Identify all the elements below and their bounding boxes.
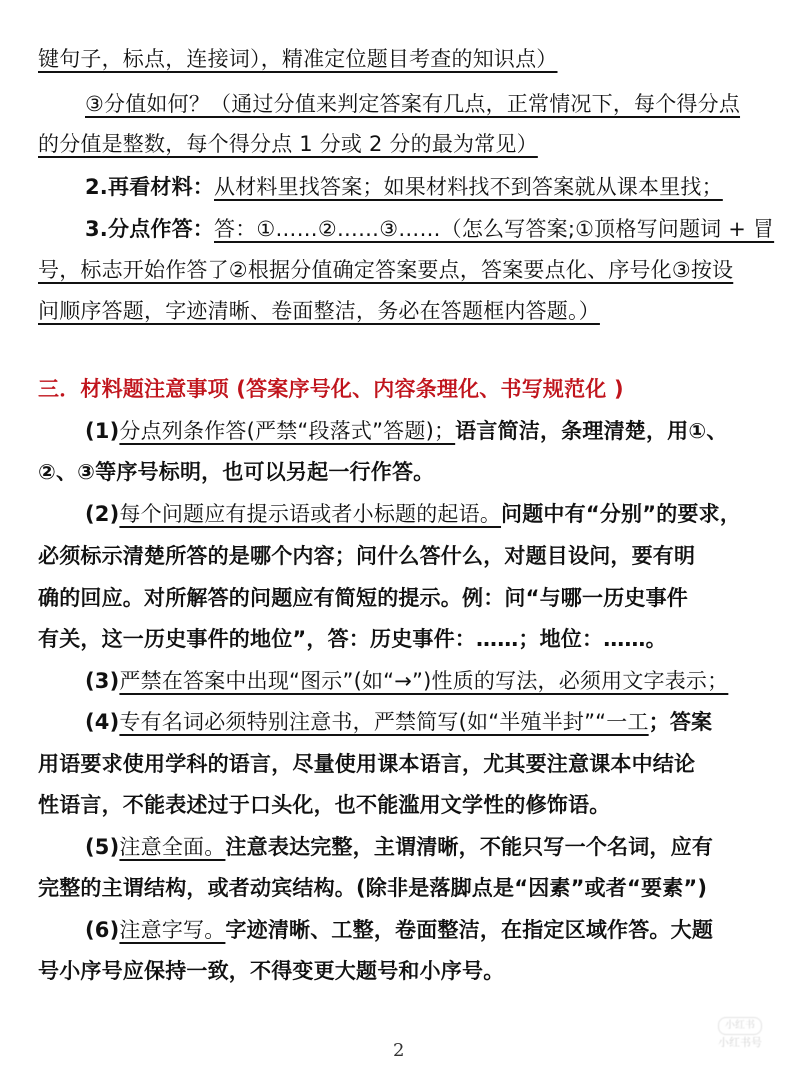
- item-4-line-1: [85, 707, 712, 737]
- bold-text: 必须标示清楚所答的是哪个内容；问什么答什么，对题目设问，要有明: [38, 544, 696, 568]
- item-1-line-1: [85, 416, 728, 446]
- underlined-text: 专有名词必须特别注意书，严禁简写(如“半殖半封”“一工: [119, 710, 649, 734]
- item-number: (5): [85, 835, 120, 859]
- watermark-logo-icon: 小红书: [718, 1017, 762, 1035]
- text-line: [38, 44, 558, 74]
- watermark: [718, 1017, 762, 1051]
- bold-text: 问题中有“分别”的要求，: [501, 502, 742, 526]
- step-label: 2.再看材料：: [85, 175, 214, 199]
- bold-text: 号小序号应保持一致，不得变更大题号和小序号。: [38, 959, 505, 983]
- item-2-line-4: [38, 624, 667, 654]
- bold-text: 性语言，不能表述过于口头化，也不能滥用文学性的修饰语。: [38, 793, 611, 817]
- bold-text: 确的回应。对所解答的问题应有简短的提示。例：问“与哪一历史事件: [38, 586, 688, 610]
- item-6-line-1: [85, 915, 713, 945]
- page-number: 2: [393, 1040, 405, 1061]
- item-number: (4): [85, 710, 120, 734]
- underlined-text: 分点列条作答(严禁“段落式”答题)；: [119, 419, 456, 443]
- bold-text: 用语要求使用学科的语言，尽量使用课本语言，尤其要注意课本中结论: [38, 752, 696, 776]
- bold-text: 注意表达完整，主谓清晰，不能只写一个名词，应有: [225, 835, 714, 859]
- step-3-line: [85, 214, 774, 244]
- underlined-text: ③分值如何？（通过分值来判定答案有几点，正常情况下，每个得分点: [85, 92, 741, 116]
- item-3-line-1: [85, 666, 728, 696]
- item-2-line-1: [85, 499, 741, 529]
- underlined-text: 的分值是整数，每个得分点 1 分或 2 分的最为常见）: [38, 132, 538, 156]
- item-6-line-2: [38, 956, 504, 986]
- underlined-text: 键句子，标点，连接词），精准定位题目考查的知识点）: [38, 47, 558, 71]
- item-5-line-1: [85, 832, 713, 862]
- bold-text: ；答案: [648, 710, 713, 734]
- underlined-text: 每个问题应有提示语或者小标题的起语。: [119, 502, 502, 526]
- underlined-text: 答：①……②……③……（怎么写答案;①顶格写问题词 + 冒: [214, 217, 775, 241]
- underlined-text: 严禁在答案中出现“图示”(如“→”)性质的写法，必须用文字表示；: [119, 669, 729, 693]
- item-2-line-3: [38, 583, 688, 613]
- bold-text: 字迹清晰、工整，卷面整洁，在指定区域作答。大题: [225, 918, 714, 942]
- underlined-text: 问顺序答题，字迹清晰、卷面整洁，务必在答题框内答题。）: [38, 299, 600, 323]
- item-number: (2): [85, 502, 120, 526]
- step-2-line: [85, 172, 723, 202]
- text-line: [38, 129, 538, 159]
- item-number: (3): [85, 669, 120, 693]
- item-5-line-2: [38, 873, 707, 903]
- item-4-line-2: [38, 749, 695, 779]
- item-number: (1): [85, 419, 120, 443]
- bold-text: ②、③等序号标明，也可以另起一行作答。: [38, 460, 435, 484]
- item-4-line-3: [38, 790, 610, 820]
- underlined-text: 注意全面。: [119, 835, 226, 859]
- step-label: 3.分点作答：: [85, 217, 214, 241]
- text-line: [38, 296, 600, 326]
- section-heading: 三．材料题注意事项 (答案序号化、内容条理化、书写规范化 ): [38, 377, 624, 401]
- underlined-text: 注意字写。: [119, 918, 226, 942]
- text-line: [85, 89, 740, 119]
- bold-text: 有关，这一历史事件的地位”，答：历史事件：……；地位：……。: [38, 627, 667, 651]
- bold-text: 语言简洁，条理清楚，用①、: [455, 419, 728, 443]
- item-2-line-2: [38, 541, 695, 571]
- watermark-caption: 小红书号: [718, 1036, 762, 1049]
- text-line: [38, 255, 733, 285]
- underlined-text: 从材料里找答案；如果材料找不到答案就从课本里找；: [214, 175, 723, 199]
- item-1-line-2: [38, 457, 434, 487]
- item-number: (6): [85, 918, 120, 942]
- bold-text: 完整的主谓结构，或者动宾结构。(除非是落脚点是“因素”或者“要素”): [38, 876, 708, 900]
- underlined-text: 号，标志开始作答了②根据分值确定答案要点，答案要点化、序号化③按设: [38, 258, 734, 282]
